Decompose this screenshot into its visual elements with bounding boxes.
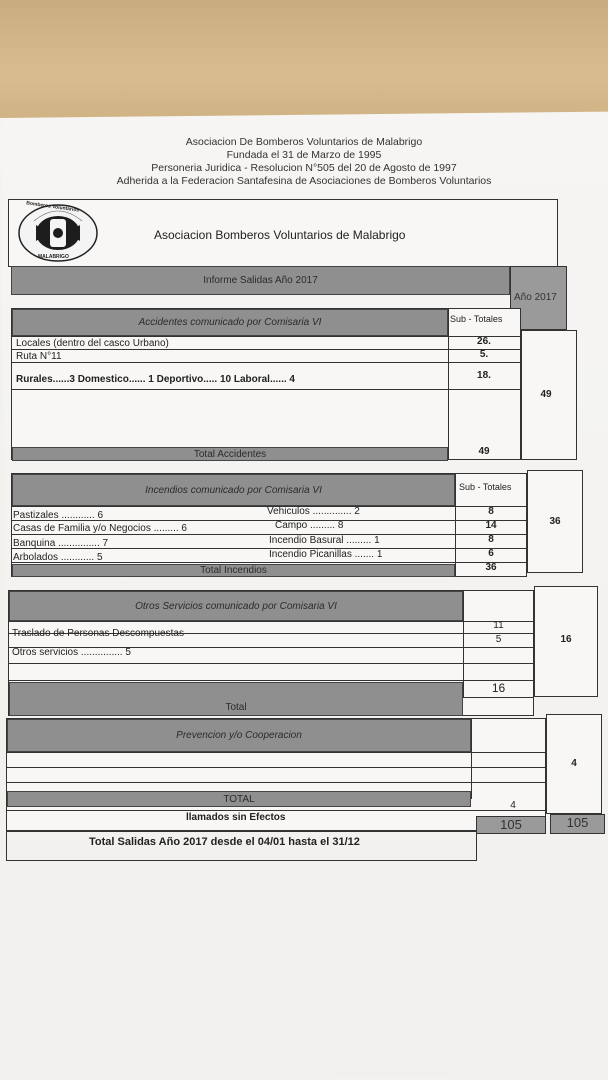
wooden-table-background bbox=[0, 0, 608, 125]
header-line-1: Asociacion De Bomberos Voluntarios de Malabrigo bbox=[185, 136, 423, 148]
incendio-casas-count: 6 bbox=[181, 523, 187, 534]
accidentes-row-line-4 bbox=[11, 389, 521, 390]
incendio-pastizales-count: 6 bbox=[97, 510, 104, 521]
llamados-label: llamados sin Efectos bbox=[186, 812, 286, 823]
incendios-value-2: 14 bbox=[485, 520, 497, 531]
prevencion-title: Prevencion y/o Cooperacion bbox=[176, 730, 302, 741]
incendios-title-bar bbox=[12, 474, 455, 506]
otros-row-otros bbox=[12, 647, 131, 658]
final-total-label: Total Salidas Año 2017 desde el 04/01 hasta el 31/12 bbox=[89, 836, 360, 848]
final-right-border bbox=[476, 831, 477, 861]
incendios-title: Incendios comunicado por Comisaria VI bbox=[145, 484, 322, 496]
incendio-casas-dots: ......... bbox=[153, 523, 179, 534]
incendios-total-value: 36 bbox=[485, 562, 497, 573]
otros-total-bar bbox=[9, 682, 463, 716]
incendio-banquina-label: Banquina bbox=[13, 538, 56, 549]
prevencion-divider bbox=[471, 719, 472, 799]
prevencion-title-bar bbox=[7, 719, 471, 752]
otros-row-line-4 bbox=[8, 663, 534, 664]
incendio-basural-count: 1 bbox=[374, 535, 380, 546]
otros-row-otros-label: Otros servicios bbox=[12, 647, 79, 658]
header-line-4: Adherida a la Federacion Santafesina de Asociaciones de Bomberos Voluntarios bbox=[116, 175, 492, 187]
incendio-vehiculos-count: 2 bbox=[354, 506, 360, 517]
final-total-value: 105 bbox=[500, 817, 522, 832]
otros-total-value: 16 bbox=[491, 681, 506, 695]
incendios-subtotales-label: Sub - Totales bbox=[459, 482, 512, 492]
accidentes-total-value: 49 bbox=[478, 446, 490, 457]
informe-title: Informe Salidas Año 2017 bbox=[203, 275, 318, 286]
otros-value-1: 11 bbox=[493, 620, 504, 631]
logo-top-text: Bomberos Voluntarios bbox=[25, 200, 80, 214]
accidentes-value-rurales: 18. bbox=[477, 370, 491, 381]
incendio-picanillas bbox=[269, 549, 382, 560]
accidentes-value-locales: 26. bbox=[477, 336, 491, 347]
otros-value-2: 5 bbox=[495, 634, 502, 645]
prevencion-total-label: TOTAL bbox=[223, 793, 255, 805]
incendio-arbolados-dots: ............ bbox=[60, 552, 95, 563]
incendio-pastizales-dots: ............ bbox=[61, 510, 95, 521]
otros-row-otros-dots: ............... bbox=[80, 647, 123, 658]
incendios-total-bar bbox=[12, 564, 455, 577]
incendios-year-total: 36 bbox=[549, 516, 561, 527]
incendios-value-1: 8 bbox=[488, 506, 494, 517]
prevencion-total-bar bbox=[7, 791, 471, 807]
incendio-casas-label: Casas de Familia y/o Negocios bbox=[13, 523, 151, 534]
document-header bbox=[0, 136, 608, 188]
incendio-vehiculos-label: Vehiculos bbox=[267, 506, 310, 517]
accidentes-subtotales-label: Sub - Totales bbox=[450, 314, 503, 324]
incendio-banquina-dots: ............... bbox=[58, 538, 100, 549]
accidentes-divider bbox=[448, 309, 449, 460]
org-title: Asociacion Bomberos Voluntarios de Malabrigo bbox=[154, 228, 406, 242]
incendio-campo-count: 8 bbox=[337, 520, 344, 531]
accidentes-value-ruta: 5. bbox=[479, 349, 489, 360]
otros-row-line-1 bbox=[8, 621, 534, 622]
header-line-2: Fundada el 31 de Marzo de 1995 bbox=[226, 149, 382, 161]
accidentes-row-line-1 bbox=[11, 336, 521, 337]
incendio-banquina-count: 7 bbox=[102, 538, 109, 549]
incendio-arbolados-count: 5 bbox=[96, 552, 103, 563]
otros-row-otros-count: 5 bbox=[125, 647, 131, 658]
incendio-campo-dots: ......... bbox=[310, 520, 336, 531]
prevencion-year-total: 4 bbox=[571, 758, 577, 769]
otros-year-total: 16 bbox=[560, 634, 572, 645]
otros-total-label: Total bbox=[225, 702, 247, 713]
incendio-arbolados-label: Arbolados bbox=[13, 552, 59, 563]
accidentes-row-line-2 bbox=[11, 349, 521, 350]
incendio-campo-label: Campo bbox=[275, 520, 308, 531]
accidentes-row-line-3 bbox=[11, 362, 521, 363]
llamados-value: 4 bbox=[510, 800, 516, 811]
incendio-vehiculos-dots: .............. bbox=[312, 506, 352, 517]
incendios-total-label: Total Incendios bbox=[200, 565, 267, 576]
accidentes-total-label: Total Accidentes bbox=[193, 448, 267, 460]
incendio-vehiculos bbox=[267, 506, 360, 517]
prevencion-row-line-1 bbox=[6, 752, 546, 753]
final-bottom-line bbox=[6, 860, 476, 861]
otros-title: Otros Servicios comunicado por Comisaria VI bbox=[135, 600, 337, 612]
final-left-border bbox=[6, 831, 7, 861]
accidentes-total-bar bbox=[12, 447, 448, 461]
incendio-campo bbox=[275, 520, 343, 531]
incendios-value-4: 6 bbox=[488, 548, 494, 559]
year-label: Año 2017 bbox=[514, 292, 557, 303]
final-line bbox=[6, 831, 476, 832]
accidentes-title-bar bbox=[12, 309, 448, 336]
incendio-basural-dots: ......... bbox=[346, 535, 372, 546]
llamados-line bbox=[6, 810, 546, 811]
incendios-value-3: 8 bbox=[488, 534, 494, 545]
incendio-casas bbox=[13, 523, 187, 534]
accidentes-year-total: 49 bbox=[540, 389, 552, 400]
accidentes-row-locales: Locales (dentro del casco Urbano) bbox=[16, 338, 169, 349]
prevencion-row-line-2 bbox=[6, 767, 546, 768]
informe-title-bar bbox=[11, 266, 510, 295]
otros-title-bar bbox=[9, 591, 463, 621]
prevencion-row-line-3 bbox=[6, 782, 546, 783]
incendio-pastizales bbox=[13, 510, 103, 521]
accidentes-row-ruta: Ruta N°11 bbox=[16, 351, 62, 362]
final-year-value: 105 bbox=[566, 815, 589, 830]
accidentes-row-rurales: Rurales......3 Domestico...... 1 Deportivo..... 10 Laboral...... 4 bbox=[16, 374, 295, 385]
incendio-arbolados bbox=[13, 552, 103, 563]
header-line-3: Personeria Juridica - Resolucion N°505 del 20 de Agosto de 1997 bbox=[151, 162, 457, 174]
otros-row-line-5 bbox=[8, 680, 534, 681]
logo-bottom-text: MALABRIGO bbox=[38, 254, 69, 260]
incendio-basural bbox=[269, 535, 380, 546]
otros-row-traslado: Traslado de Personas Descompuestas bbox=[12, 628, 184, 639]
incendio-picanillas-count: 1 bbox=[376, 549, 383, 560]
incendio-picanillas-label: Incendio Picanillas bbox=[269, 549, 352, 560]
incendio-basural-label: Incendio Basural bbox=[269, 535, 344, 546]
incendio-pastizales-label: Pastizales bbox=[13, 510, 59, 521]
incendio-banquina bbox=[13, 538, 108, 549]
accidentes-title: Accidentes comunicado por Comisaria VI bbox=[138, 317, 322, 328]
incendio-picanillas-dots: ....... bbox=[354, 549, 375, 560]
